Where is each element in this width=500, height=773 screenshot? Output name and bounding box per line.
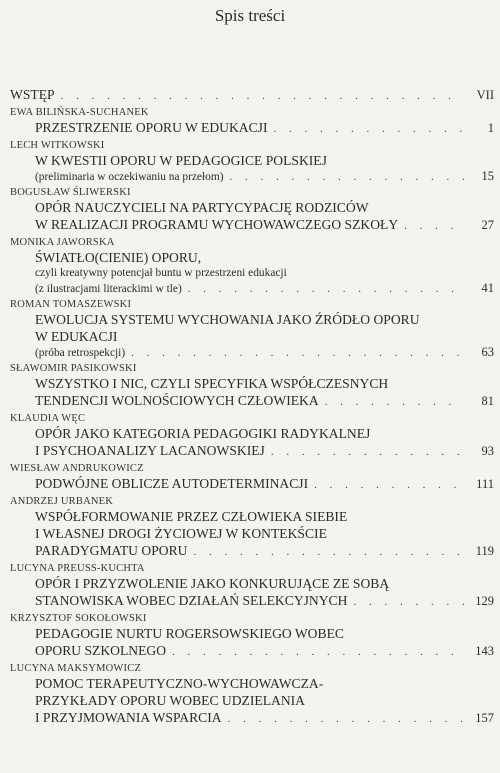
entry-title-line: PARADYGMATU OPORU xyxy=(35,543,188,558)
toc-entries xyxy=(10,106,494,728)
entry-page-number: 63 xyxy=(481,345,494,359)
toc-intro[interactable] xyxy=(10,86,494,105)
entry-author: BOGUSŁAW ŚLIWERSKI xyxy=(10,187,131,198)
entry-last-line xyxy=(10,119,494,138)
toc-entry[interactable] xyxy=(10,186,494,235)
table-of-contents xyxy=(10,86,494,729)
entry-title-line: W EDUKACJI xyxy=(35,329,118,344)
entry-title-line: OPÓR JAKO KATEGORIA PEDAGOGIKI RADYKALNEJ xyxy=(35,426,371,441)
dot-leader xyxy=(271,444,464,461)
entry-author: WIESŁAW ANDRUKOWICZ xyxy=(10,463,144,474)
entry-title-line: PRZESTRZENIE OPORU W EDUKACJI xyxy=(35,120,268,135)
page-title: Spis treści xyxy=(214,6,286,25)
toc-entry[interactable] xyxy=(10,612,494,661)
entry-last-line xyxy=(10,392,494,411)
entry-title-line: PODWÓJNE OBLICZE AUTODETERMINACJI xyxy=(35,476,309,491)
entry-last-line xyxy=(10,442,494,461)
dot-leader xyxy=(228,711,464,728)
entry-page-number: 27 xyxy=(481,218,494,232)
entry-title-line: PRZYKŁADY OPORU WOBEC UDZIELANIA xyxy=(35,693,305,708)
entry-page-number: 15 xyxy=(481,169,494,183)
entry-last-line xyxy=(10,345,494,361)
entry-page-number: 1 xyxy=(487,121,494,135)
entry-title-line: OPÓR I PRZYZWOLENIE JAKO KONKURUJĄCE ZE SOBĄ xyxy=(35,576,390,591)
entry-page-number: 41 xyxy=(481,281,494,295)
entry-author: KLAUDIA WĘC xyxy=(10,413,86,424)
entry-subtitle-line: (preliminaria w oczekiwaniu na przełom) xyxy=(35,171,224,183)
entry-last-line xyxy=(10,216,494,235)
entry-title-line: TENDENCJI WOLNOŚCIOWYCH CZŁOWIEKA xyxy=(35,393,319,408)
entry-author: ROMAN TOMASZEWSKI xyxy=(10,299,132,310)
dot-leader xyxy=(314,477,464,494)
toc-entry[interactable] xyxy=(10,106,494,138)
entry-title-line: EWOLUCJA SYSTEMU WYCHOWANIA JAKO ŹRÓDŁO OPORU xyxy=(35,312,420,327)
entry-subtitle-line: (z ilustracjami literackimi w tle) xyxy=(35,283,182,295)
dot-leader xyxy=(61,88,464,105)
entry-author: KRZYSZTOF SOKOŁOWSKI xyxy=(10,613,147,624)
entry-page-number: 129 xyxy=(475,594,494,608)
entry-last-line xyxy=(10,169,494,185)
dot-leader xyxy=(193,544,464,561)
toc-entry[interactable] xyxy=(10,412,494,461)
entry-page-number: 93 xyxy=(481,444,494,458)
entry-title-line: WSZYSTKO I NIC, CZYLI SPECYFIKA WSPÓŁCZESNYCH xyxy=(35,376,389,391)
entry-title-line: STANOWISKA WOBEC DZIAŁAŃ SELEKCYJNYCH xyxy=(35,593,348,608)
entry-title-line: I WŁASNEJ DROGI ŻYCIOWEJ W KONTEKŚCIE xyxy=(35,526,327,541)
entry-title-line: OPORU SZKOLNEGO xyxy=(35,643,167,658)
entry-author: EWA BILIŃSKA-SUCHANEK xyxy=(10,107,149,118)
entry-subtitle-line: czyli kreatywny potencjał buntu w przestrzeni edukacji xyxy=(35,267,287,279)
entry-author: LUCYNA MAKSYMOWICZ xyxy=(10,663,142,674)
entry-author: MONIKA JAWORSKA xyxy=(10,237,115,248)
dot-leader xyxy=(172,644,464,661)
toc-entry[interactable] xyxy=(10,662,494,728)
dot-leader xyxy=(404,218,464,235)
entry-last-line xyxy=(10,542,494,561)
entry-author: LUCYNA PREUSS-KUCHTA xyxy=(10,563,145,574)
entry-page-number: 143 xyxy=(475,644,494,658)
dot-leader xyxy=(353,594,464,611)
entry-last-line xyxy=(10,475,494,494)
intro-page-number: VII xyxy=(476,88,494,102)
dot-leader xyxy=(131,346,464,361)
entry-page-number: 111 xyxy=(476,477,494,491)
entry-author: LECH WITKOWSKI xyxy=(10,140,105,151)
toc-entry[interactable] xyxy=(10,562,494,611)
toc-entry[interactable] xyxy=(10,495,494,561)
toc-entry[interactable] xyxy=(10,298,494,361)
entry-page-number: 81 xyxy=(481,394,494,408)
toc-entry[interactable] xyxy=(10,362,494,411)
entry-title-line: W REALIZACJI PROGRAMU WYCHOWAWCZEGO SZKOŁY xyxy=(35,217,399,232)
entry-subtitle-line: (próba retrospekcji) xyxy=(35,347,126,359)
entry-author: ANDRZEJ URBANEK xyxy=(10,496,114,507)
toc-entry[interactable] xyxy=(10,462,494,494)
dot-leader xyxy=(274,121,465,138)
entry-title-line: ŚWIATŁO(CIENIE) OPORU, xyxy=(35,250,202,265)
entry-title-line: W KWESTII OPORU W PEDAGOGICE POLSKIEJ xyxy=(35,153,327,168)
entry-title-line: OPÓR NAUCZYCIELI NA PARTYCYPACJĘ RODZICÓW xyxy=(35,200,369,215)
dot-leader xyxy=(188,282,464,297)
entry-last-line xyxy=(10,592,494,611)
entry-page-number: 157 xyxy=(475,711,494,725)
entry-last-line xyxy=(10,281,494,297)
entry-page-number: 119 xyxy=(475,544,494,558)
toc-entry[interactable] xyxy=(10,236,494,297)
entry-title-line: I PRZYJMOWANIA WSPARCIA xyxy=(35,710,222,725)
dot-leader xyxy=(325,394,464,411)
entry-title-line: I PSYCHOANALIZY LACANOWSKIEJ xyxy=(35,443,265,458)
entry-last-line xyxy=(10,709,494,728)
entry-title-line: WSPÓŁFORMOWANIE PRZEZ CZŁOWIEKA SIEBIE xyxy=(35,509,348,524)
entry-title-line: POMOC TERAPEUTYCZNO-WYCHOWAWCZA- xyxy=(35,676,324,691)
entry-last-line xyxy=(10,642,494,661)
intro-label: WSTĘP xyxy=(10,87,55,102)
entry-author: SŁAWOMIR PASIKOWSKI xyxy=(10,363,137,374)
toc-entry[interactable] xyxy=(10,139,494,185)
dot-leader xyxy=(230,170,465,185)
entry-title-line: PEDAGOGIE NURTU ROGERSOWSKIEGO WOBEC xyxy=(35,626,344,641)
